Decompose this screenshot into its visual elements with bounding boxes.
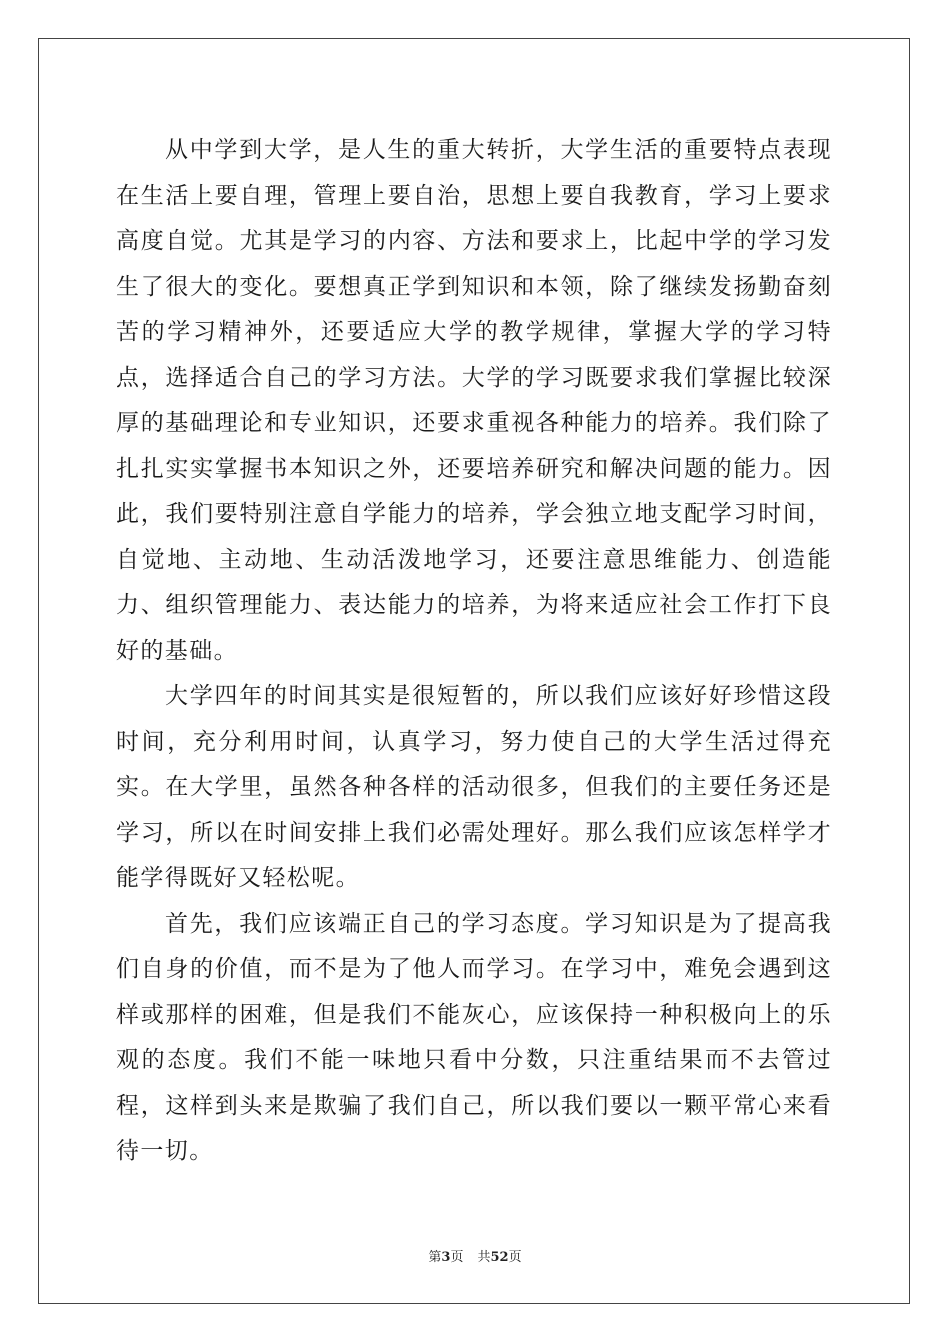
total-suffix: 页 (508, 1250, 522, 1265)
page-suffix: 页 (450, 1250, 464, 1265)
document-body (116, 128, 832, 1175)
total-pages: 52 (490, 1250, 509, 1265)
page-footer (0, 1246, 950, 1265)
paragraph-1: 从中学到大学，是人生的重大转折，大学生活的重要特点表现在生活上要自理，管理上要自治，思想上要自我教育，学习上要求高度自觉。尤其是学习的内容、方法和要求上，比起中学的学习发生了很大的变化。要想真正学到知识和本领，除了继续发扬勤奋刻苦的学习精神外，还要适应大学的教学规律，掌握大学的学习特点，选择适合自己的学习方法。大学的学习既要求我们掌握比较深厚的基础理论和专业知识，还要求重视各种能力的培养。我们除了扎扎实实掌握书本知识之外，还要培养研究和解决问题的能力。因此，我们要特别注意自学能力的培养，学会独立地支配学习时间，自觉地、主动地、生动活泼地学习，还要注意思维能力、创造能力、组织管理能力、表达能力的培养，为将来适应社会工作打下良好的基础。 (116, 137, 832, 664)
page-number: 3 (441, 1250, 451, 1265)
paragraph-3: 首先，我们应该端正自己的学习态度。学习知识是为了提高我们自身的价值，而不是为了他人而学习。在学习中，难免会遇到这样或那样的困难，但是我们不能灰心，应该保持一种积极向上的乐观的态度。我们不能一味地只看中分数，只注重结果而不去管过程，这样到头来是欺骗了我们自己，所以我们要以一颗平常心来看待一切。 (116, 910, 832, 1164)
page-prefix: 第 (428, 1250, 442, 1265)
paragraph-2: 大学四年的时间其实是很短暂的，所以我们应该好好珍惜这段时间，充分利用时间，认真学习，努力使自己的大学生活过得充实。在大学里，虽然各种各样的活动很多，但我们的主要任务还是学习，所以在时间安排上我们必需处理好。那么我们应该怎样学才能学得既好又轻松呢。 (116, 683, 832, 891)
total-prefix: 共 (477, 1250, 491, 1265)
